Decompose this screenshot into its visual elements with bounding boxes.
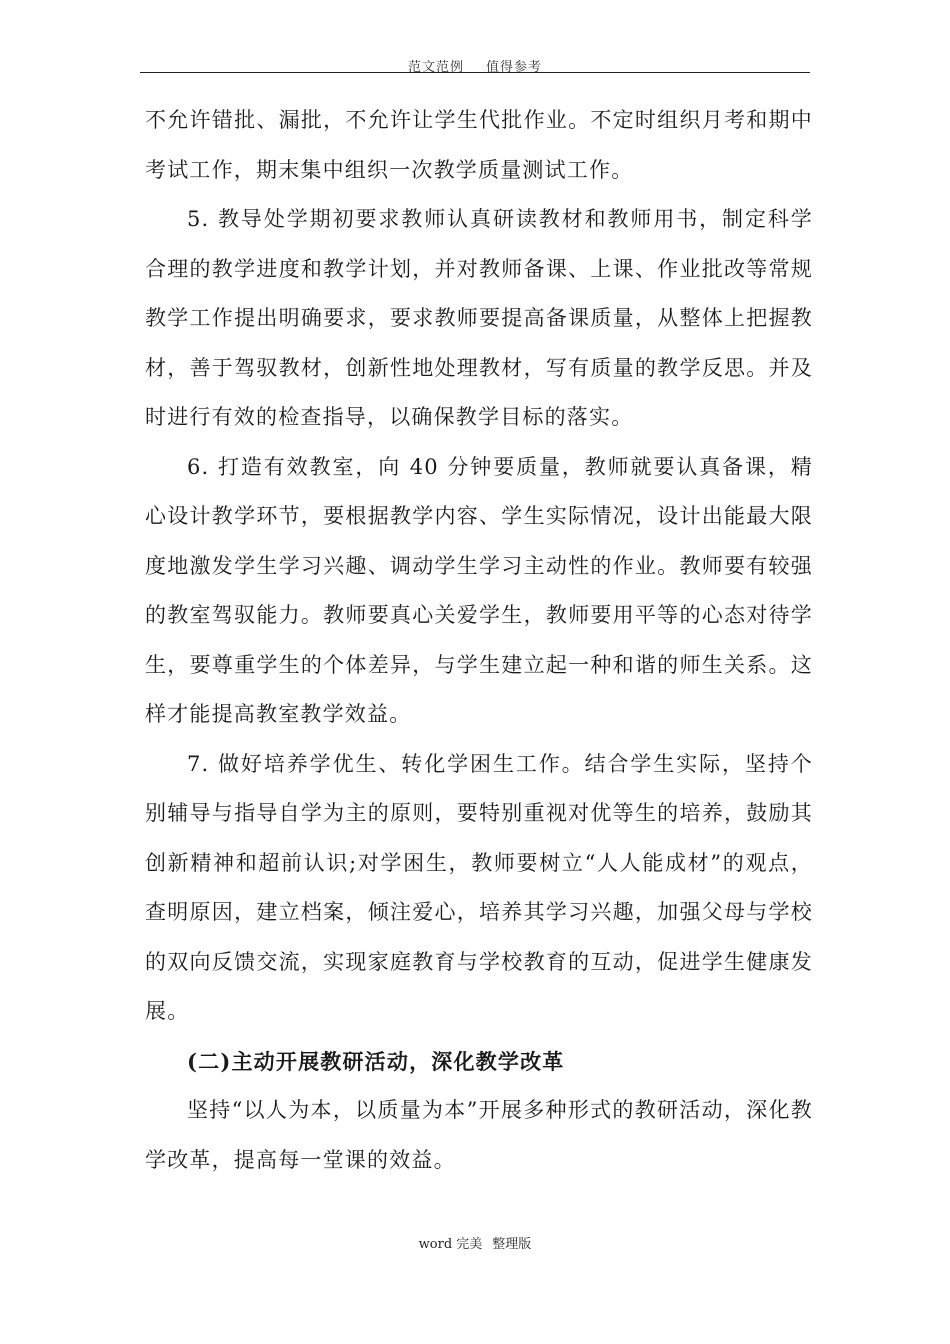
footer-left-text: word 完美 <box>418 1237 483 1252</box>
page-footer <box>0 1233 950 1252</box>
section-heading: (二)主动开展教研活动，深化教学改革 <box>187 1048 565 1074</box>
header-rule <box>140 72 810 73</box>
header-right-text: 值得参考 <box>486 60 543 75</box>
document-body <box>145 96 813 1185</box>
paragraph-item-7: 7. 做好培养学优生、转化学困生工作。结合学生实际，坚持个别辅导与指导自学为主的原则，要特别重视对优等生的培养，鼓励其创新精神和超前认识;对学困生，教师要树立“人人能成材”的观点，查明原因，建立档案，倾注爱心，培养其学习兴趣，加强父母与学校的双向反馈交流，实现家庭教育与学校教育的互动，促进学生健康发展。 <box>145 751 813 1023</box>
paragraph-item-6: 6. 打造有效教室，向 40 分钟要质量，教师就要认真备课，精心设计教学环节，要根据教学内容、学生实际情况，设计出能最大限度地激发学生学习兴趣、调动学生学习主动性的作业。教师要有较强的教室驾驭能力。教师要真心关爱学生，教师要用平等的心态对待学生，要尊重学生的个体差异，与学生建立起一种和谐的师生关系。这样才能提高教室教学效益。 <box>145 454 813 726</box>
header-left-text: 范文范例 <box>407 60 464 75</box>
paragraph-continuation: 不允许错批、漏批，不允许让学生代批作业。不定时组织月考和期中考试工作，期末集中组织一次教学质量测试工作。 <box>145 108 813 182</box>
footer-right-text: 整理版 <box>492 1237 532 1252</box>
paragraph-closing: 坚持“以人为本，以质量为本”开展多种形式的教研活动，深化教学改革，提高每一堂课的效益。 <box>145 1098 813 1172</box>
paragraph-item-5: 5. 教导处学期初要求教师认真研读教材和教师用书，制定科学合理的教学进度和教学计划，并对教师备课、上课、作业批改等常规教学工作提出明确要求，要求教师要提高备课质量，从整体上把握教材，善于驾驭教材，创新性地处理教材，写有质量的教学反思。并及时进行有效的检查指导，以确保教学目标的落实。 <box>145 207 813 429</box>
